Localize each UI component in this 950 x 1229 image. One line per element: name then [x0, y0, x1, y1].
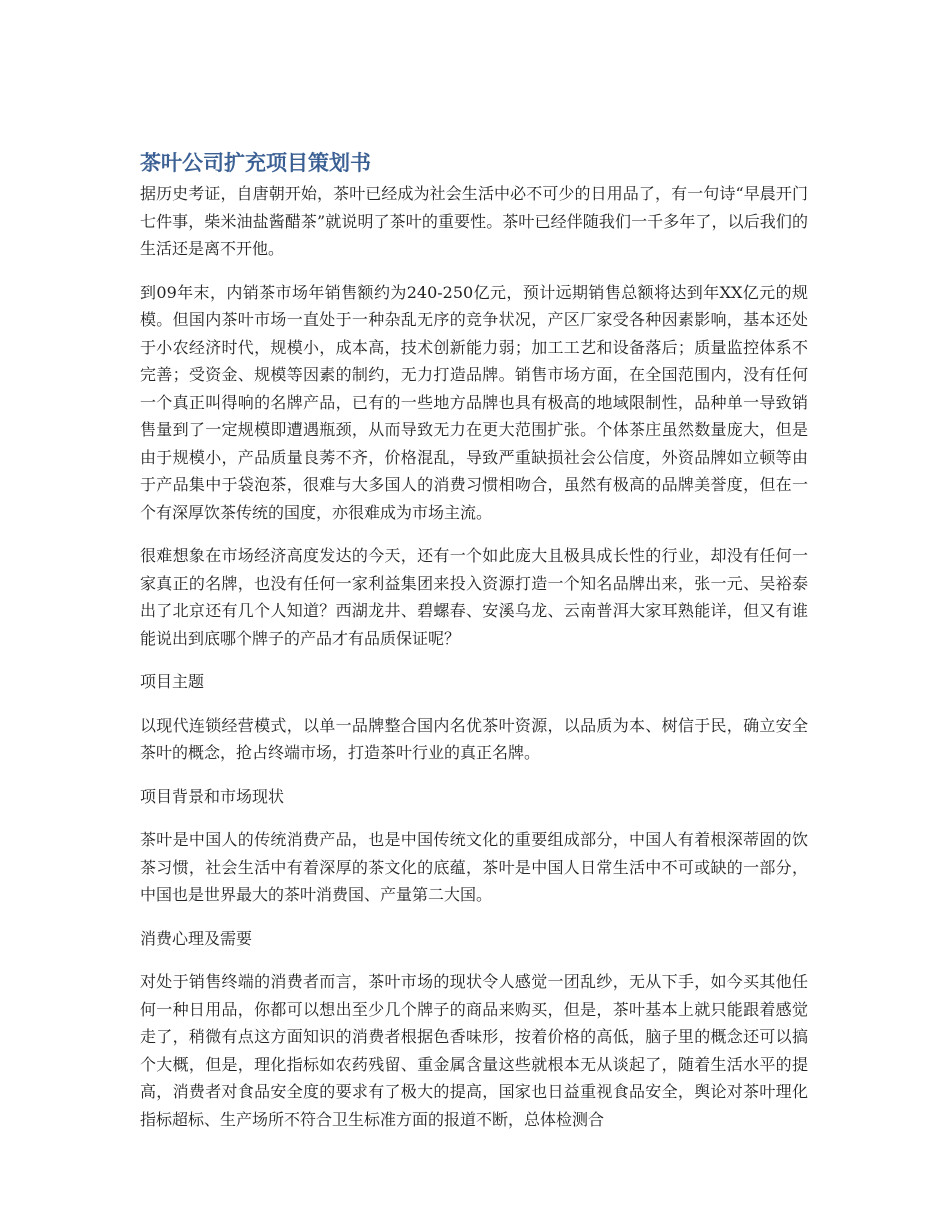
paragraph-market-size: 到09年末，内销茶市场年销售额约为240-250亿元，预计远期销售总额将达到年XX亿元的规模。但国内茶叶市场一直处于一种杂乱无序的竞争状况，产区厂家受各种因素影响，基本还处于小农经济时代，规模小，成本高，技术创新能力弱；加工工艺和设备落后；质量监控体系不完善；受资金、规模等因素的制约，无力打造品牌。销售市场方面，在全国范围内，没有任何一个真正叫得响的名牌产品，已有的一些地方品牌也具有极高的地域限制性，品种单一导致销售量到了一定规模即遭遇瓶颈，从而导致无力在更大范围扩张。个体茶庄虽然数量庞大，但是由于规模小，产品质量良莠不齐，价格混乱，导致严重缺损社会公信度，外资品牌如立顿等由于产品集中于袋泡茶，很难与大多国人的消费习惯相吻合，虽然有极高的品牌美誉度，但在一个有深厚饮茶传统的国度，亦很难成为市场主流。 [140, 282, 808, 522]
document-page [140, 148, 808, 1149]
paragraph-no-brand: 很难想象在市场经济高度发达的今天，还有一个如此庞大且极具成长性的行业，却没有任何一家真正的名牌，也没有任何一家利益集团来投入资源打造一个知名品牌出来，张一元、吴裕泰出了北京还有几个人知道？西湖龙井、碧螺春、安溪乌龙、云南普洱大家耳熟能详，但又有谁能说出到底哪个牌子的产品才有品质保证呢？ [140, 546, 808, 648]
paragraph-project-theme: 以现代连锁经营模式，以单一品牌整合国内名优茶叶资源，以品质为本、树信于民，确立安全茶叶的概念，抢占终端市场，打造茶叶行业的真正名牌。 [140, 715, 808, 762]
paragraph-history: 据历史考证，自唐朝开始，茶叶已经成为社会生活中必不可少的日用品了，有一句诗“早晨开门七件事，柴米油盐酱醋茶”就说明了茶叶的重要性。茶叶已经伴随我们一千多年了，以后我们的生活还是离不开他。 [140, 184, 808, 258]
paragraph-consumer: 对处于销售终端的消费者而言，茶叶市场的现状令人感觉一团乱纱，无从下手，如今买其他任何一种日用品，你都可以想出至少几个牌子的商品来购买，但是，茶叶基本上就只能跟着感觉走了，稍微有点这方面知识的消费者根据色香味形，按着价格的高低，脑子里的概念还可以搞个大概，但是，理化指标如农药残留、重金属含量这些就根本无从谈起了，随着生活水平的提高，消费者对食品安全度的要求有了极大的提高，国家也日益重视食品安全，舆论对茶叶理化指标超标、生产场所不符合卫生标准方面的报道不断，总体检测合 [140, 972, 808, 1129]
document-title: 茶叶公司扩充项目策划书 [140, 151, 371, 175]
section-heading-consumer: 消费心理及需要 [140, 928, 253, 948]
paragraph-background: 茶叶是中国人的传统消费产品，也是中国传统文化的重要组成部分，中国人有着根深蒂固的饮茶习惯，社会生活中有着深厚的茶文化的底蕴，茶叶是中国人日常生活中不可或缺的一部分，中国也是世界最大的茶叶消费国、产量第二大国。 [140, 830, 808, 904]
section-heading-background: 项目背景和市场现状 [140, 786, 285, 806]
section-heading-project-theme: 项目主题 [140, 672, 205, 691]
